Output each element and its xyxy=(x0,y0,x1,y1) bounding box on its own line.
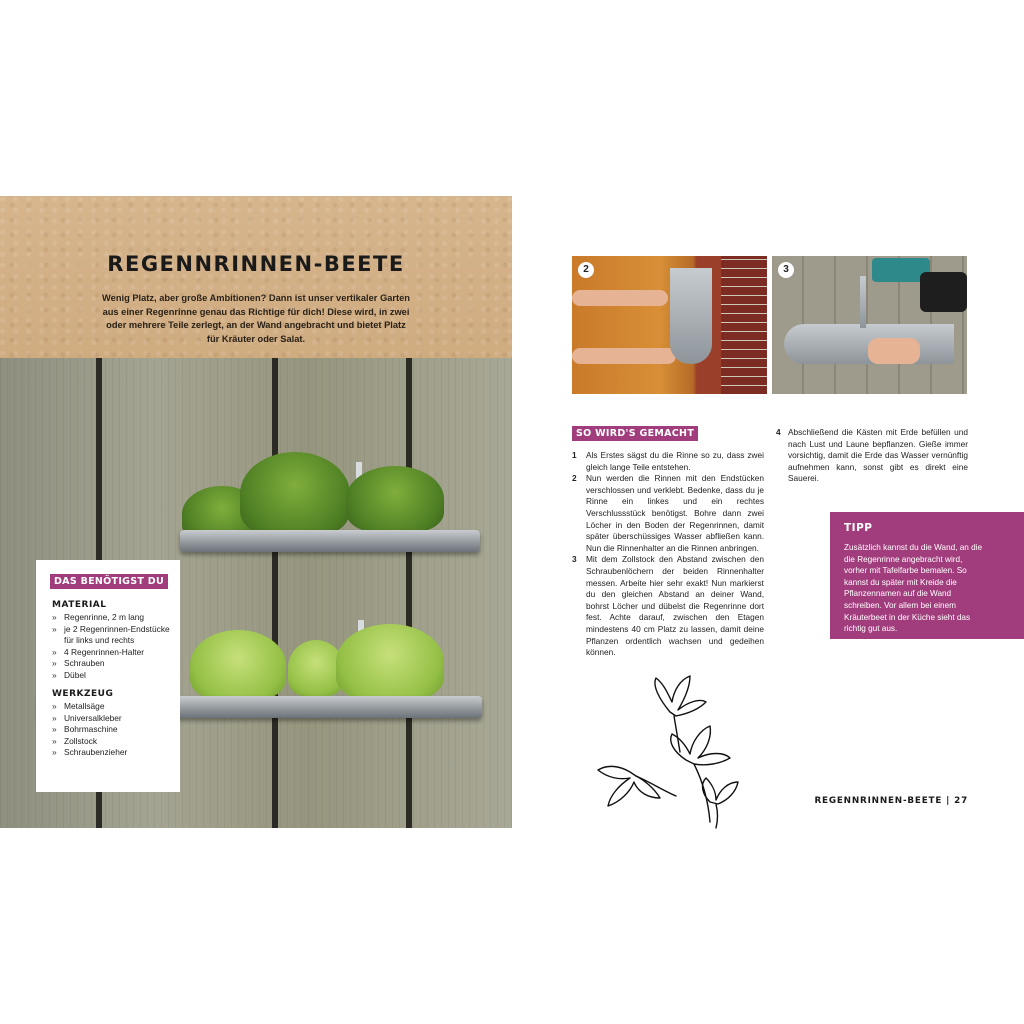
step-text: Mit dem Zollstock den Abstand zwischen den Schraubenlöchern der beiden Rinnenhalter messen. Arbeite hier sehr exakt! Nun markierst du den gleichen Abstand an deiner Wand, bohrst Löcher und dübelst die Regenrinne dort fest. Achte darauf, zwischen den Etagen mindestens 40 cm Platz zu lassen, damit deine Pflanzen ordentlich wachsen und gedeihen können. xyxy=(586,554,764,658)
tip-title: TIPP xyxy=(844,522,873,534)
step-item xyxy=(776,427,968,485)
drill-battery xyxy=(920,272,967,312)
step-text: Als Erstes sägst du die Rinne so zu, dass zwei gleich lange Teile entstehen. xyxy=(586,450,764,472)
list-item: » Metallsäge xyxy=(52,701,176,713)
herb-plant xyxy=(240,452,350,536)
steps-list xyxy=(572,450,764,659)
step-2-photo xyxy=(572,256,767,394)
hand xyxy=(868,338,920,364)
left-page xyxy=(0,196,512,828)
list-item: » Dübel xyxy=(52,670,176,682)
kraft-paper-header xyxy=(0,196,512,358)
list-item: » Schraubenzieher xyxy=(52,747,176,759)
step-3-badge: 3 xyxy=(778,262,794,278)
page-title: REGENNRINNEN-BEETE xyxy=(107,252,405,276)
step-item xyxy=(572,450,764,473)
list-item: » Regenrinne, 2 m lang xyxy=(52,612,176,624)
materials-content xyxy=(52,600,176,767)
gutter-garden-photo xyxy=(0,358,512,828)
gutter-bracket xyxy=(860,276,866,328)
step-number: 2 xyxy=(572,473,577,484)
plank-gap xyxy=(272,358,278,828)
list-item: » je 2 Regenrinnen-Endstücke für links und rechts xyxy=(52,624,176,647)
material-list xyxy=(52,612,176,681)
brick-wall xyxy=(721,256,767,394)
step-number: 4 xyxy=(776,427,781,437)
step-2-badge: 2 xyxy=(578,262,594,278)
page-number: 27 xyxy=(954,796,968,806)
materials-tag: DAS BENÖTIGST DU xyxy=(50,574,168,589)
step-item xyxy=(572,473,764,554)
step-3-photo xyxy=(772,256,967,394)
lettuce-plant xyxy=(336,624,444,700)
gutter-end-piece xyxy=(670,268,712,364)
intro-text: Wenig Platz, aber große Ambitionen? Dann ist unser vertikaler Garten aus einer Regenrinne genau das Richtige für dich! Diese wird, in zwei oder mehrere Teile zerlegt, an der Wand angebracht und bietet Platz für Kräuter oder Salat. xyxy=(102,293,410,344)
list-item: » Universalkleber xyxy=(52,713,176,725)
step-item xyxy=(572,554,764,658)
material-heading: MATERIAL xyxy=(52,600,107,610)
step-number: 1 xyxy=(572,450,577,460)
tip-text: Zusätzlich kannst du die Wand, an die die Regenrinne angebracht wird, vorher mit Tafelfarbe bemalen. So kannst du später mit Kreide die Pflanzennamen auf die Wand schreiben. Vor allem bei einem Kräuterbeet in der Küche sieht das richtig gut aus. xyxy=(844,543,983,634)
page-footer xyxy=(814,796,968,806)
tools-list xyxy=(52,701,176,759)
list-item: » Zollstock xyxy=(52,736,176,748)
tip-box xyxy=(830,512,1024,639)
arm xyxy=(572,348,676,364)
list-item: » Schrauben xyxy=(52,658,176,670)
plank-gap xyxy=(406,358,412,828)
step-text: Nun werden die Rinnen mit den Endstücken verschlossen und verklebt. Bedenke, dass du je Rinne ein linkes und ein rechtes Verschlussstück benötigst. Bohre dann zwei Löcher in den Boden der Regenrinnen, damit später überschüssiges Wasser abfließen kann. Nun die Rinnenhalter an die Rinnen anbringen. xyxy=(586,473,764,553)
footer-label: REGENNRINNEN-BEETE xyxy=(814,796,943,806)
footer-separator: | xyxy=(946,796,951,806)
step-text: Abschließend die Kästen mit Erde befüllen und nach Lust und Laune bepflanzen. Gieße immer vorsichtig, damit die Erde das Wasser vernünftig aufnehmen kann, sonst gibt es direkt eine Sauerei. xyxy=(788,427,968,484)
flower-illustration-icon xyxy=(590,672,770,832)
upper-rain-gutter xyxy=(180,530,480,552)
list-item: » 4 Regenrinnen-Halter xyxy=(52,647,176,659)
list-item: » Bohrmaschine xyxy=(52,724,176,736)
arm xyxy=(572,290,668,306)
tools-heading: WERKZEUG xyxy=(52,689,114,699)
step-number: 3 xyxy=(572,554,577,565)
howto-tag: SO WIRD'S GEMACHT xyxy=(572,426,698,441)
steps-list-continued xyxy=(776,427,968,485)
materials-box xyxy=(36,560,180,792)
herb-plant xyxy=(346,466,444,532)
lettuce-plant xyxy=(190,630,286,700)
